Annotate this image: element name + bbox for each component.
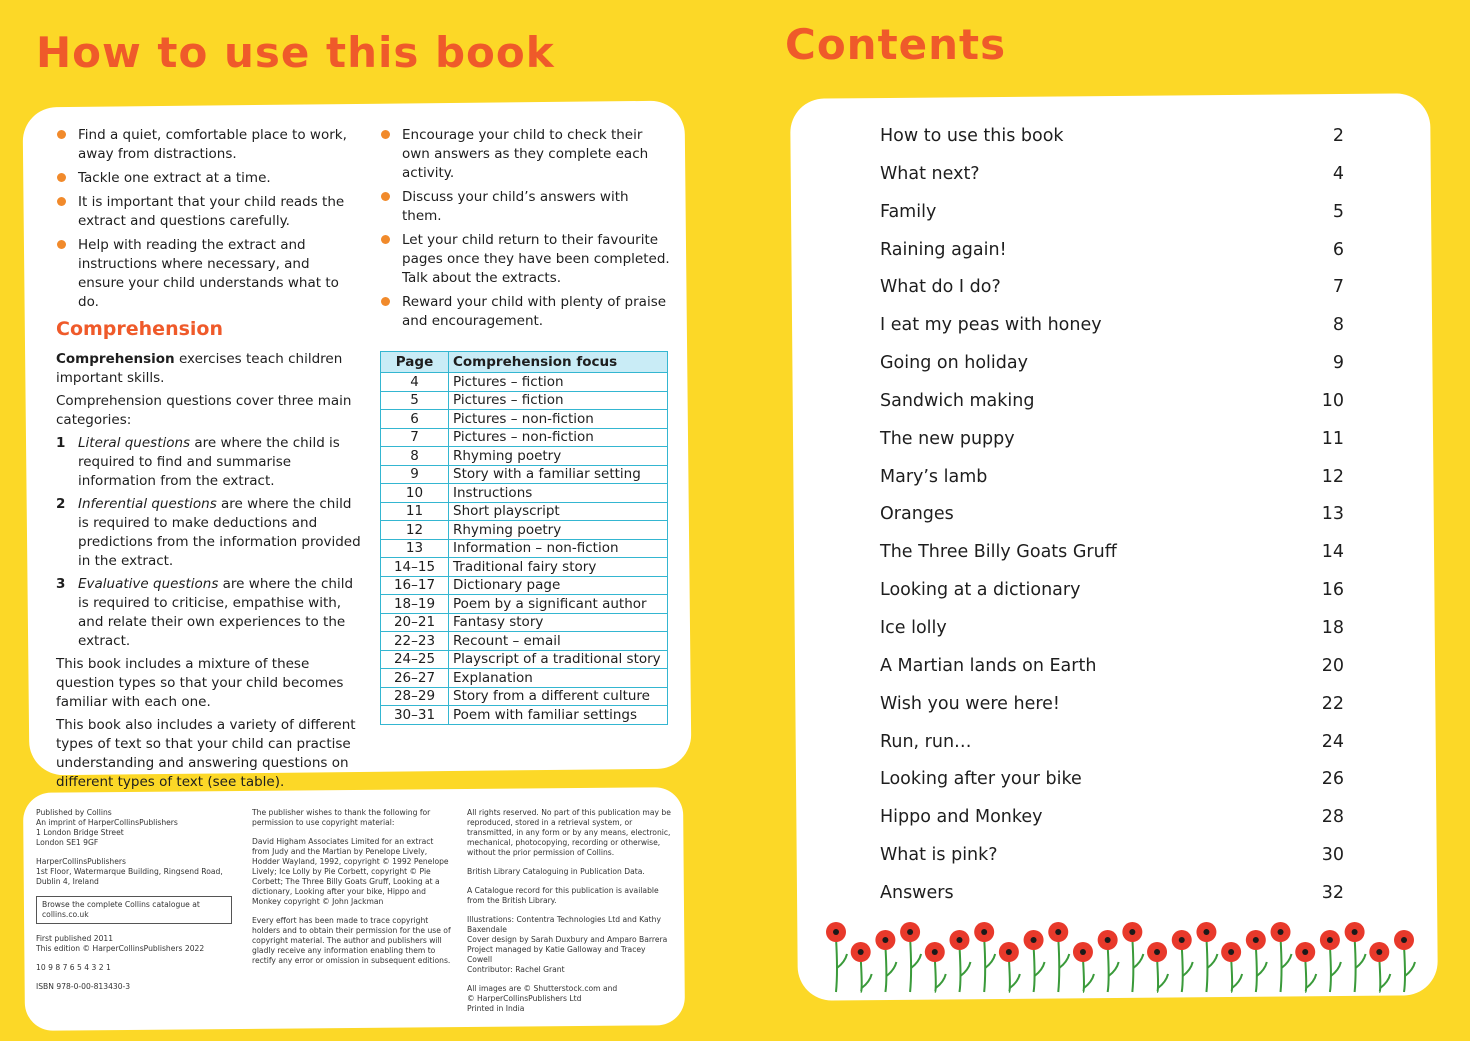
poppy-icon [974,922,995,992]
focus-cell: Rhyming poetry [449,447,668,466]
page-cell: 13 [381,539,449,558]
contents-entry [880,769,1344,807]
contents-entry-title: The Three Billy Goats Gruff [880,542,1117,563]
page-cell: 10 [381,484,449,503]
contents-entry [880,353,1344,391]
edition-info: First published 2011 This edition © HarperCollinsPublishers 2022 [36,934,205,953]
contents-entry-page: 5 [1332,201,1344,222]
focus-cell: Playscript of a traditional story [449,650,668,669]
bullet-icon [381,235,390,244]
focus-cell: Recount – email [449,632,668,651]
contents-entry [880,315,1344,353]
focus-cell: Instructions [449,484,668,503]
table-row [381,632,668,651]
contents-entry [880,504,1344,542]
contents-entry-page: 28 [1321,807,1344,828]
tip-item: Discuss your child’s answers with them. [380,188,670,226]
page-cell: 6 [381,410,449,429]
tip-item: It is important that your child reads the extract and questions carefully. [56,193,356,231]
catalogue-box: Browse the complete Collins catalogue at collins.co.uk [36,896,232,924]
contents-entry-page: 8 [1332,315,1344,336]
page-cell: 4 [381,373,449,392]
contents-entry-title: What next? [880,163,980,184]
bullet-icon [381,297,390,306]
poppy-icon [1196,922,1217,992]
focus-cell: Explanation [449,669,668,688]
contents-title: Contents [785,20,1007,69]
contents-entry-title: What is pink? [880,845,998,866]
poppy-icon [1122,922,1143,992]
publisher-info: Published by Collins An imprint of HarperCollinsPublishers 1 London Bridge Street London SE1 9GF [36,808,178,847]
contents-entry-page: 26 [1321,769,1344,790]
focus-cell: Traditional fairy story [449,558,668,577]
page-cell: 24–25 [381,650,449,669]
image-credits: All images are © Shutterstock.com and © HarperCollinsPublishers Ltd Printed in India [467,984,618,1013]
focus-cell: Rhyming poetry [449,521,668,540]
tips-right-list [380,126,670,336]
contents-entry-page: 2 [1332,126,1344,146]
poppy-icon [1073,942,1094,992]
bullet-icon [57,240,66,249]
bullet-icon [57,173,66,182]
focus-column-header: Comprehension focus [449,352,668,373]
publisher-address: HarperCollinsPublishers 1st Floor, Watermarque Building, Ringsend Road, Dublin 4, Ireland [36,857,223,886]
contents-entry [880,656,1344,694]
contents-entry-title: I eat my peas with honey [880,315,1102,336]
poppy-icon [826,922,847,992]
contents-entry-page: 9 [1332,353,1344,374]
focus-cell: Information – non-fiction [449,539,668,558]
contents-entry-page: 11 [1321,428,1344,449]
table-row [381,613,668,632]
category-item: 2 Inferential questions are where the child is required to make deductions and predictions from the information provided in the extract. [56,496,361,569]
contents-entry-title: Going on holiday [880,353,1028,374]
contents-entry [880,845,1344,883]
contents-entry [880,126,1344,164]
category-item: 3 Evaluative questions are where the child is required to criticise, empathise with, and relate their own experiences to the extract. [56,576,354,649]
contents-entry-title: Oranges [880,504,954,525]
focus-cell: Pictures – non-fiction [449,428,668,447]
contents-entry-title: A Martian lands on Earth [880,655,1097,676]
rights-text: All rights reserved. No part of this publication may be reproduced, stored in a retrieval system, or transmitted, in any form or by any means, electronic, mechanical, photocopying, recording or otherwise, without the prior permission of Collins. [467,808,671,857]
credits-text: David Higham Associates Limited for an extract from Judy and the Martian by Penelope Lively, Hodder Wayland, 1992, copyright © 1992 Penelope Lively; Ice Lolly by Pie Corbett, copyright © Pie Corbett; The Three Billy Goats Gruff, Looking at a dictionary, Looking after your bike, Hippo and Monkey copyright © John Jackman [252,837,449,906]
table-row [381,410,668,429]
table-row [381,595,668,614]
table-row [381,650,668,669]
tip-item: Find a quiet, comfortable place to work, away from distractions. [56,126,356,164]
contents-entry [880,694,1344,732]
contents-entry-page: 30 [1321,845,1344,866]
contents-entry-page: 16 [1321,580,1344,601]
page-cell: 14–15 [381,558,449,577]
contents-entry-title: Looking at a dictionary [880,580,1081,601]
poppy-icon [1295,942,1316,992]
contents-entry-title: How to use this book [880,126,1064,146]
bullet-icon [57,197,66,206]
variety-text: This book also includes a variety of different types of text so that your child can practise understanding and answering questions on different types of text (see table). [56,717,356,790]
page-cell: 20–21 [381,613,449,632]
page-cell: 28–29 [381,687,449,706]
table-row [381,428,668,447]
table-row [381,539,668,558]
focus-cell: Story with a familiar setting [449,465,668,484]
page-cell: 11 [381,502,449,521]
table-row [381,502,668,521]
page-cell: 22–23 [381,632,449,651]
tip-item: Tackle one extract at a time. [56,169,356,188]
table-header-row [381,352,668,373]
poppy-icon [1172,930,1193,992]
poppy-icon [1246,930,1267,992]
poppy-icon [1320,930,1341,992]
bullet-icon [381,192,390,201]
contents-entry-page: 18 [1321,617,1344,638]
page-cell: 30–31 [381,706,449,725]
page-cell: 8 [381,447,449,466]
isbn: ISBN 978-0-00-813430-3 [36,982,131,991]
poppy-icon [999,942,1020,992]
contents-entry-title: Hippo and Monkey [880,807,1043,828]
contents-entry-page: 20 [1321,655,1344,676]
poppy-icon [1345,922,1366,992]
table-row [381,391,668,410]
contents-entry-title: Answers [880,882,954,903]
focus-cell: Pictures – fiction [449,391,668,410]
contents-list [880,126,1344,921]
contents-entry-title: Looking after your bike [880,769,1082,790]
contents-entry-title: Family [880,201,937,222]
catalogue-record-text: A Catalogue record for this publication is available from the British Library. [467,886,659,905]
contents-entry [880,429,1344,467]
table-row [381,521,668,540]
contents-entry-page: 14 [1321,542,1344,563]
comprehension-heading: Comprehension [56,318,223,340]
contents-entry-page: 13 [1321,504,1344,525]
tip-item: Let your child return to their favourite pages once they have been completed. Talk about the extracts. [380,231,670,288]
page-cell: 9 [381,465,449,484]
poppy-icon [1048,922,1069,992]
table-row [381,706,668,725]
contents-entry [880,277,1344,315]
poppy-icon [900,922,921,992]
contents-entry [880,732,1344,770]
imprint-column-2 [252,808,452,975]
focus-cell: Dictionary page [449,576,668,595]
contents-entry-page: 6 [1332,239,1344,260]
poppy-icon [1394,930,1415,992]
poppy-icon [1147,942,1168,992]
focus-cell: Short playscript [449,502,668,521]
contents-entry [880,164,1344,202]
poppy-icon [949,930,970,992]
contents-entry-page: 32 [1321,882,1344,903]
contents-entry [880,580,1344,618]
imprint-column-3 [467,808,672,1023]
focus-cell: Poem with familiar settings [449,706,668,725]
effort-text: Every effort has been made to trace copyright holders and to obtain their permission for the use of copyright material. The author and publishers will gladly receive any information enabling them to rectify any error or omission in subsequent editions. [252,916,451,965]
comprehension-text [56,350,366,796]
table-row [381,558,668,577]
table-row [381,576,668,595]
contents-entry [880,202,1344,240]
contents-entry-page: 12 [1321,466,1344,487]
imprint-column-1 [36,808,236,1001]
poppy-icon [1271,922,1292,992]
tip-item: Encourage your child to check their own answers as they complete each activity. [380,126,670,183]
focus-cell: Poem by a significant author [449,595,668,614]
contents-entry-title: Sandwich making [880,390,1035,411]
contents-entry-page: 7 [1332,277,1344,298]
page-column-header: Page [381,352,449,373]
table-row [381,484,668,503]
contents-entry-title: Mary’s lamb [880,466,988,487]
page-cell: 26–27 [381,669,449,688]
contents-entry [880,807,1344,845]
poppy-icon [875,930,896,992]
comprehension-focus-table [380,351,668,725]
comprehension-intro: Comprehension exercises teach children important skills. [56,351,343,386]
contents-entry [880,391,1344,429]
page-cell: 5 [381,391,449,410]
poppy-icon [851,942,872,992]
poppy-icon [1369,942,1390,992]
contents-entry-title: What do I do? [880,277,1001,298]
focus-cell: Pictures – fiction [449,373,668,392]
page-cell: 16–17 [381,576,449,595]
poppy-icon [1098,930,1119,992]
contents-entry [880,618,1344,656]
contents-entry-title: Wish you were here! [880,693,1060,714]
contents-entry-title: Run, run… [880,731,972,752]
tip-item: Help with reading the extract and instructions where necessary, and ensure your child understands what to do. [56,236,356,312]
contents-entry-title: The new puppy [880,428,1015,449]
contents-entry-title: Raining again! [880,239,1007,260]
focus-cell: Story from a different culture [449,687,668,706]
contents-entry [880,240,1344,278]
mixture-text: This book includes a mixture of these question types so that your child becomes familiar with each one. [56,656,344,710]
poppy-icon [925,942,946,992]
contents-entry [880,467,1344,505]
poppy-icon [1024,930,1045,992]
page-cell: 18–19 [381,595,449,614]
thanks-text: The publisher wishes to thank the following for permission to use copyright material: [252,808,431,827]
credits-list: Illustrations: Contentra Technologies Ltd and Kathy Baxendale Cover design by Sarah Duxbury and Amparo Barrera Project managed by Katie Galloway and Tracey Cowell Contributor: Rachel Grant [467,915,668,974]
category-item: 1 Literal questions are where the child is required to find and summarise information from the extract. [56,435,340,489]
table-row [381,669,668,688]
poppy-icon [1221,942,1242,992]
table-row [381,447,668,466]
table-row [381,373,668,392]
categories-text: Comprehension questions cover three main categories: [56,393,352,428]
focus-cell: Pictures – non-fiction [449,410,668,429]
focus-cell: Fantasy story [449,613,668,632]
contents-entry-title: Ice lolly [880,617,947,638]
contents-entry-page: 24 [1321,731,1344,752]
tips-left-list [56,126,356,317]
page-cell: 7 [381,428,449,447]
poppy-flowers-illustration [820,908,1420,998]
contents-entry-page: 4 [1332,163,1344,184]
bullet-icon [381,130,390,139]
page-cell: 12 [381,521,449,540]
print-line: 10 9 8 7 6 5 4 3 2 1 [36,963,111,972]
cataloguing-text: British Library Cataloguing in Publication Data. [467,867,645,876]
table-row [381,465,668,484]
table-row [381,687,668,706]
tip-item: Reward your child with plenty of praise and encouragement. [380,293,670,331]
bullet-icon [57,130,66,139]
contents-entry [880,542,1344,580]
contents-entry-page: 10 [1321,390,1344,411]
howto-title: How to use this book [36,28,555,77]
contents-entry-page: 22 [1321,693,1344,714]
